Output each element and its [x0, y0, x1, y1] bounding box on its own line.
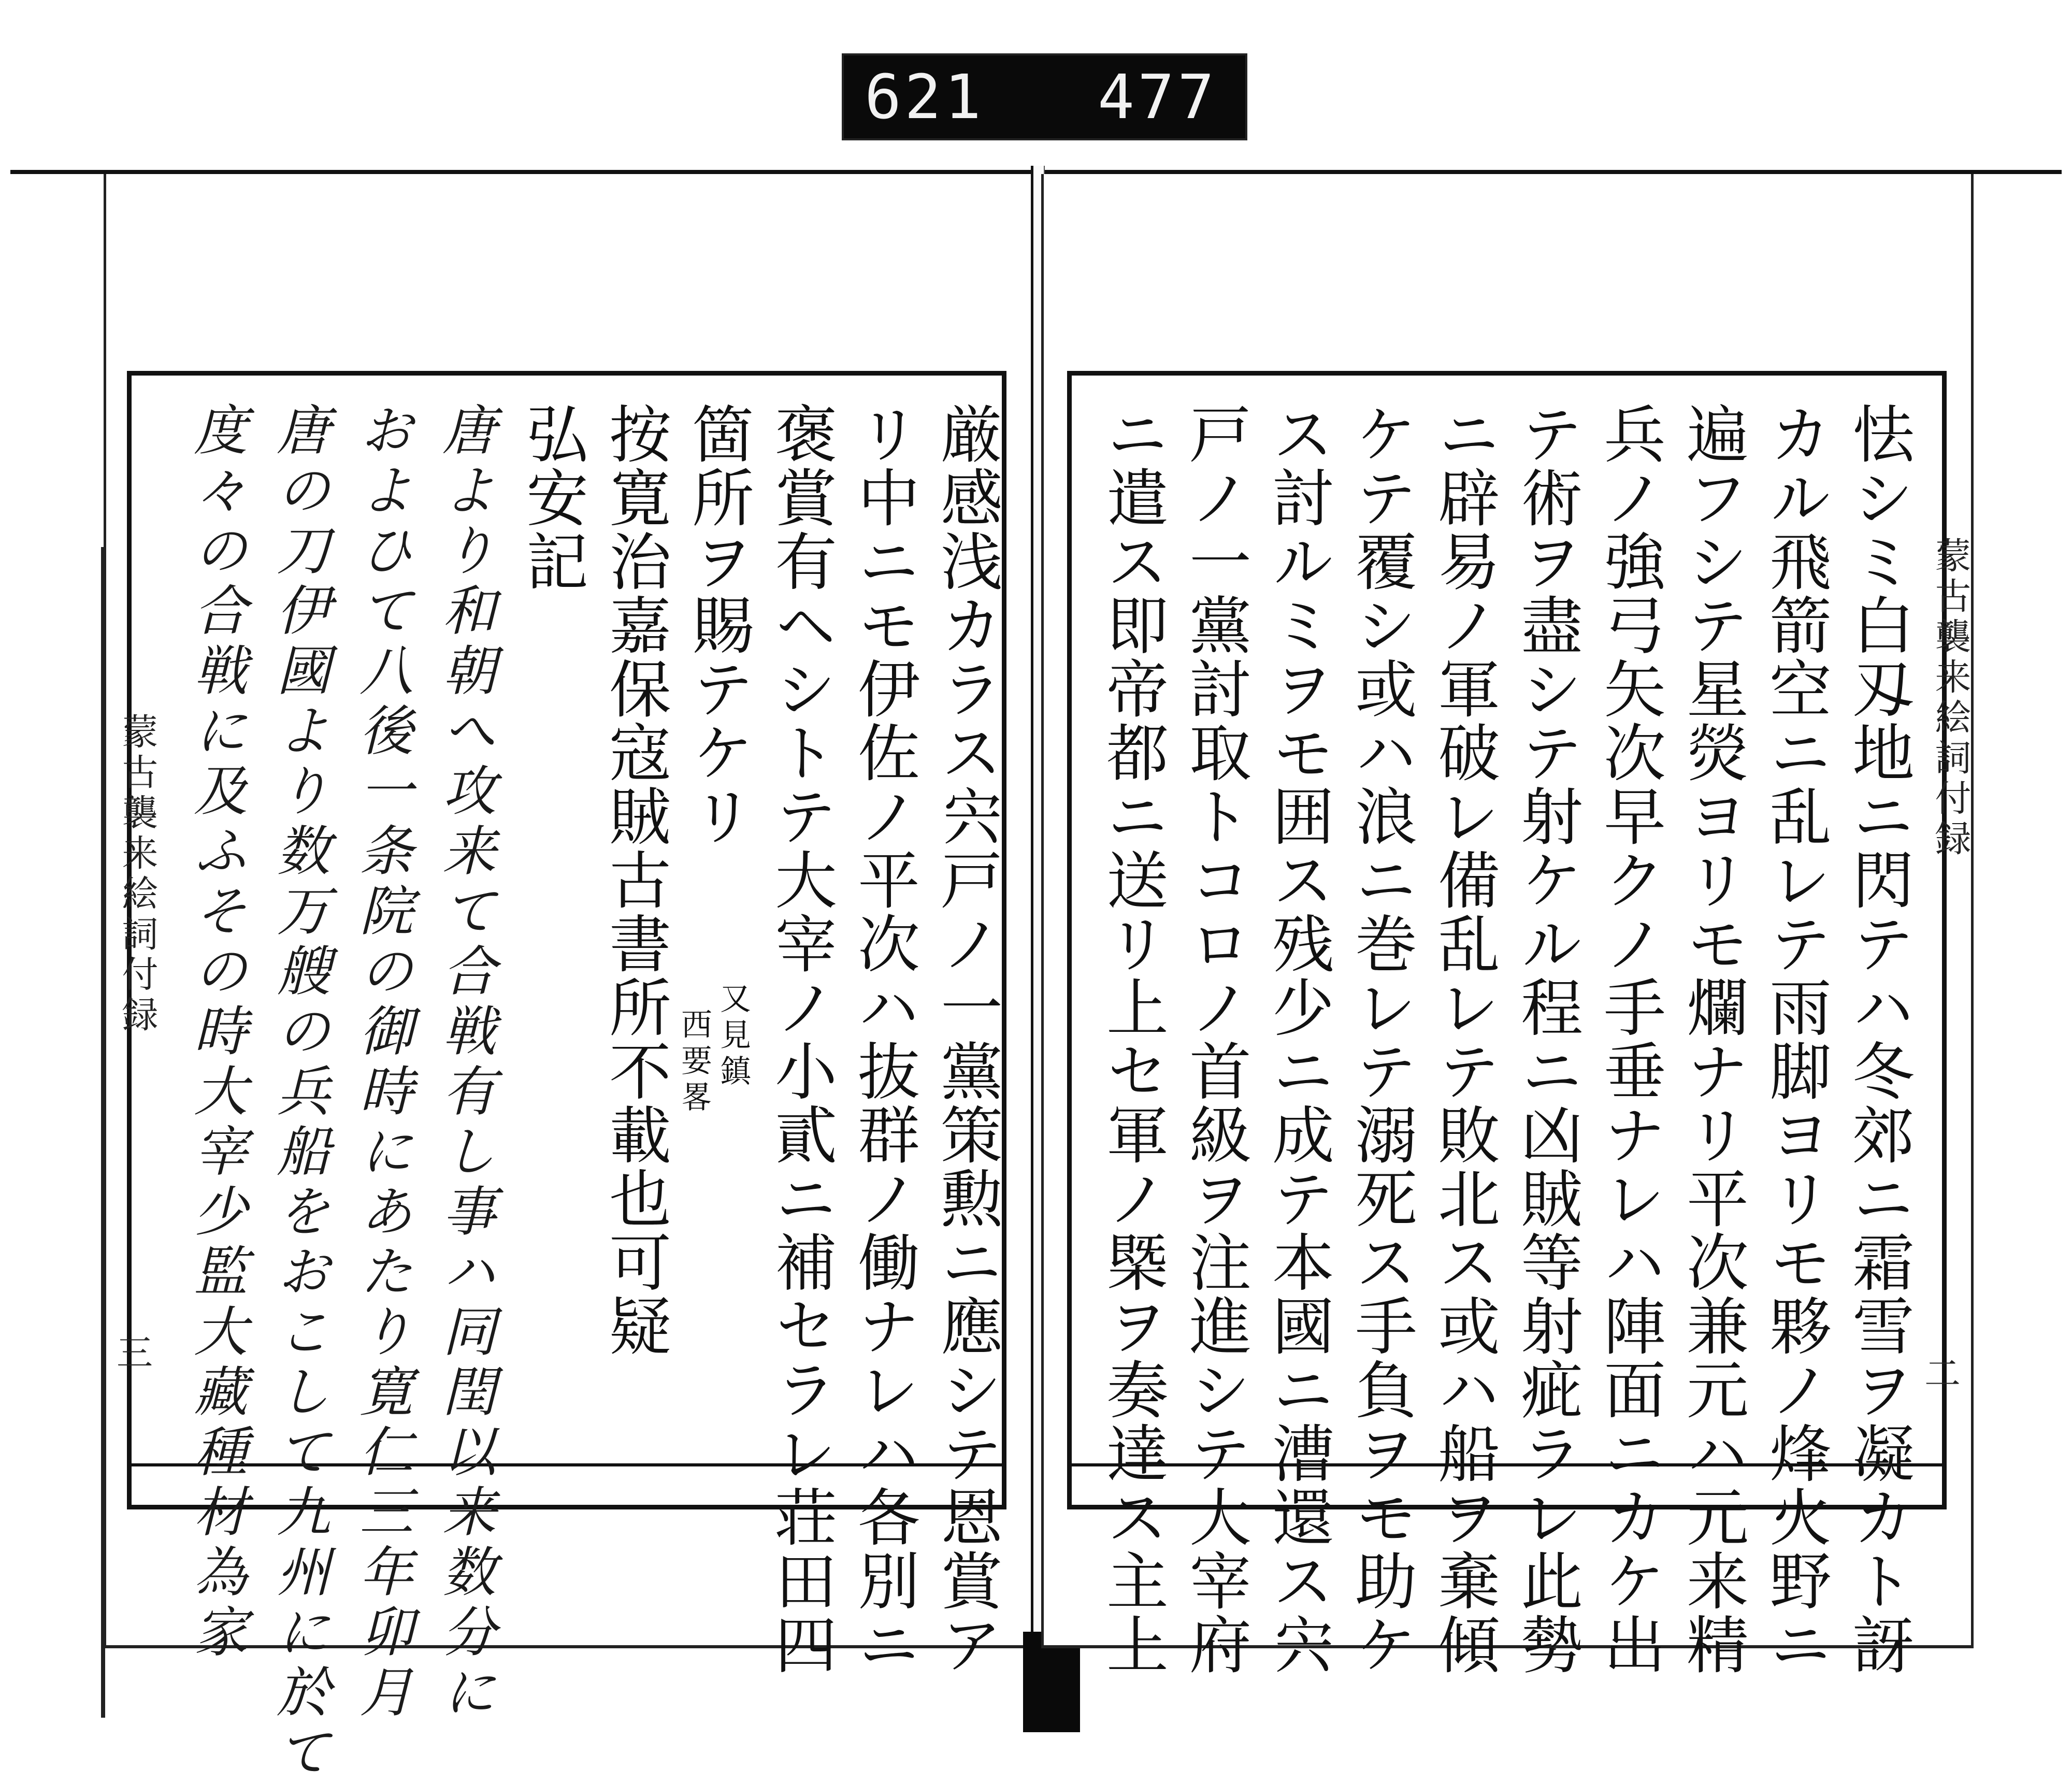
left-column-5: 按寛治嘉保寇賊古書所不載也可疑 — [599, 402, 671, 1358]
right-margin-title: 蒙古襲来絵詞付録 — [1929, 537, 1972, 860]
right-column-4: 兵ノ強弓矢次早クノ手垂ナレハ陣面ニカケ出 — [1593, 402, 1665, 1676]
left-note-line2: 西要畧 — [676, 1008, 712, 1117]
right-column-2: カル飛箭空ニ乱レテ雨脚ヨリモ夥ノ烽火野ニ — [1759, 402, 1831, 1676]
right-column-6: ニ辟易ノ軍破レ備乱レテ敗北ス或ハ船ヲ棄傾 — [1428, 402, 1500, 1676]
left-column-2: リ中ニモ伊佐ノ平次ハ抜群ノ働ナレハ各別ニ — [847, 402, 919, 1676]
right-column-3: 遍フシテ星熒ヨリモ爛ナリ平次兼元ハ元来精 — [1676, 402, 1748, 1676]
left-column-8: およひて八後一条院の御時にあたり寛仁三年卯月 — [350, 402, 413, 1724]
right-column-9: 戸ノ一黨討取トコロノ首級ヲ注進シテ大宰府 — [1179, 402, 1251, 1676]
left-column-1: 厳感浅カラス宍戸ノ一黨策勲ニ應シテ恩賞ア — [930, 402, 1002, 1676]
left-column-6: 弘安記 — [516, 402, 588, 593]
left-margin-title: 蒙古襲来絵詞付録 — [116, 713, 159, 1036]
left-column-10: 度々の合戦に及ふその時大宰少監大藏種材為家 — [184, 402, 248, 1664]
left-column-3: 褒賞有ヘシトテ大宰ノ小貳ニ補セラレ荘田四 — [765, 402, 837, 1676]
call-number-right: 477 — [1098, 61, 1218, 133]
left-column-4: 箇所ヲ賜テケリ — [682, 402, 754, 848]
left-column-7: 唐より和朝へ攻来て合戦有し事ハ同閏以来数分に — [433, 402, 496, 1724]
left-folio: 三 — [117, 1332, 153, 1374]
right-folio: 二 — [1924, 1353, 1961, 1395]
left-column-9: 唐の刀伊國より数万艘の兵船をおこして九州に於て — [267, 402, 330, 1784]
right-column-10: ニ遣ス即帝都ニ送リ上セ軍ノ槩ヲ奏達ス主上 — [1096, 402, 1168, 1676]
right-page — [1041, 174, 1974, 1676]
right-column-5: テ術ヲ盡シテ射ケル程ニ凶賊等射疵ラレ此勢 — [1510, 402, 1582, 1676]
right-column-7: ケテ覆シ或ハ浪ニ巻レテ溺死ス手負ヲモ助ケ — [1345, 402, 1417, 1676]
right-column-1: 怯シミ白刄地ニ閃テハ冬郊ニ霜雪ヲ凝カト訝 — [1842, 402, 1914, 1676]
call-number-left: 621 — [865, 61, 985, 133]
left-page — [104, 174, 1036, 1784]
call-number-label — [842, 53, 1247, 140]
right-column-8: ス討ルミヲモ囲ス残少ニ成テ本國ニ漕還ス宍 — [1262, 402, 1334, 1676]
left-note-line1: 又見鎮 — [715, 982, 751, 1091]
left-margin-strip — [101, 547, 105, 1718]
